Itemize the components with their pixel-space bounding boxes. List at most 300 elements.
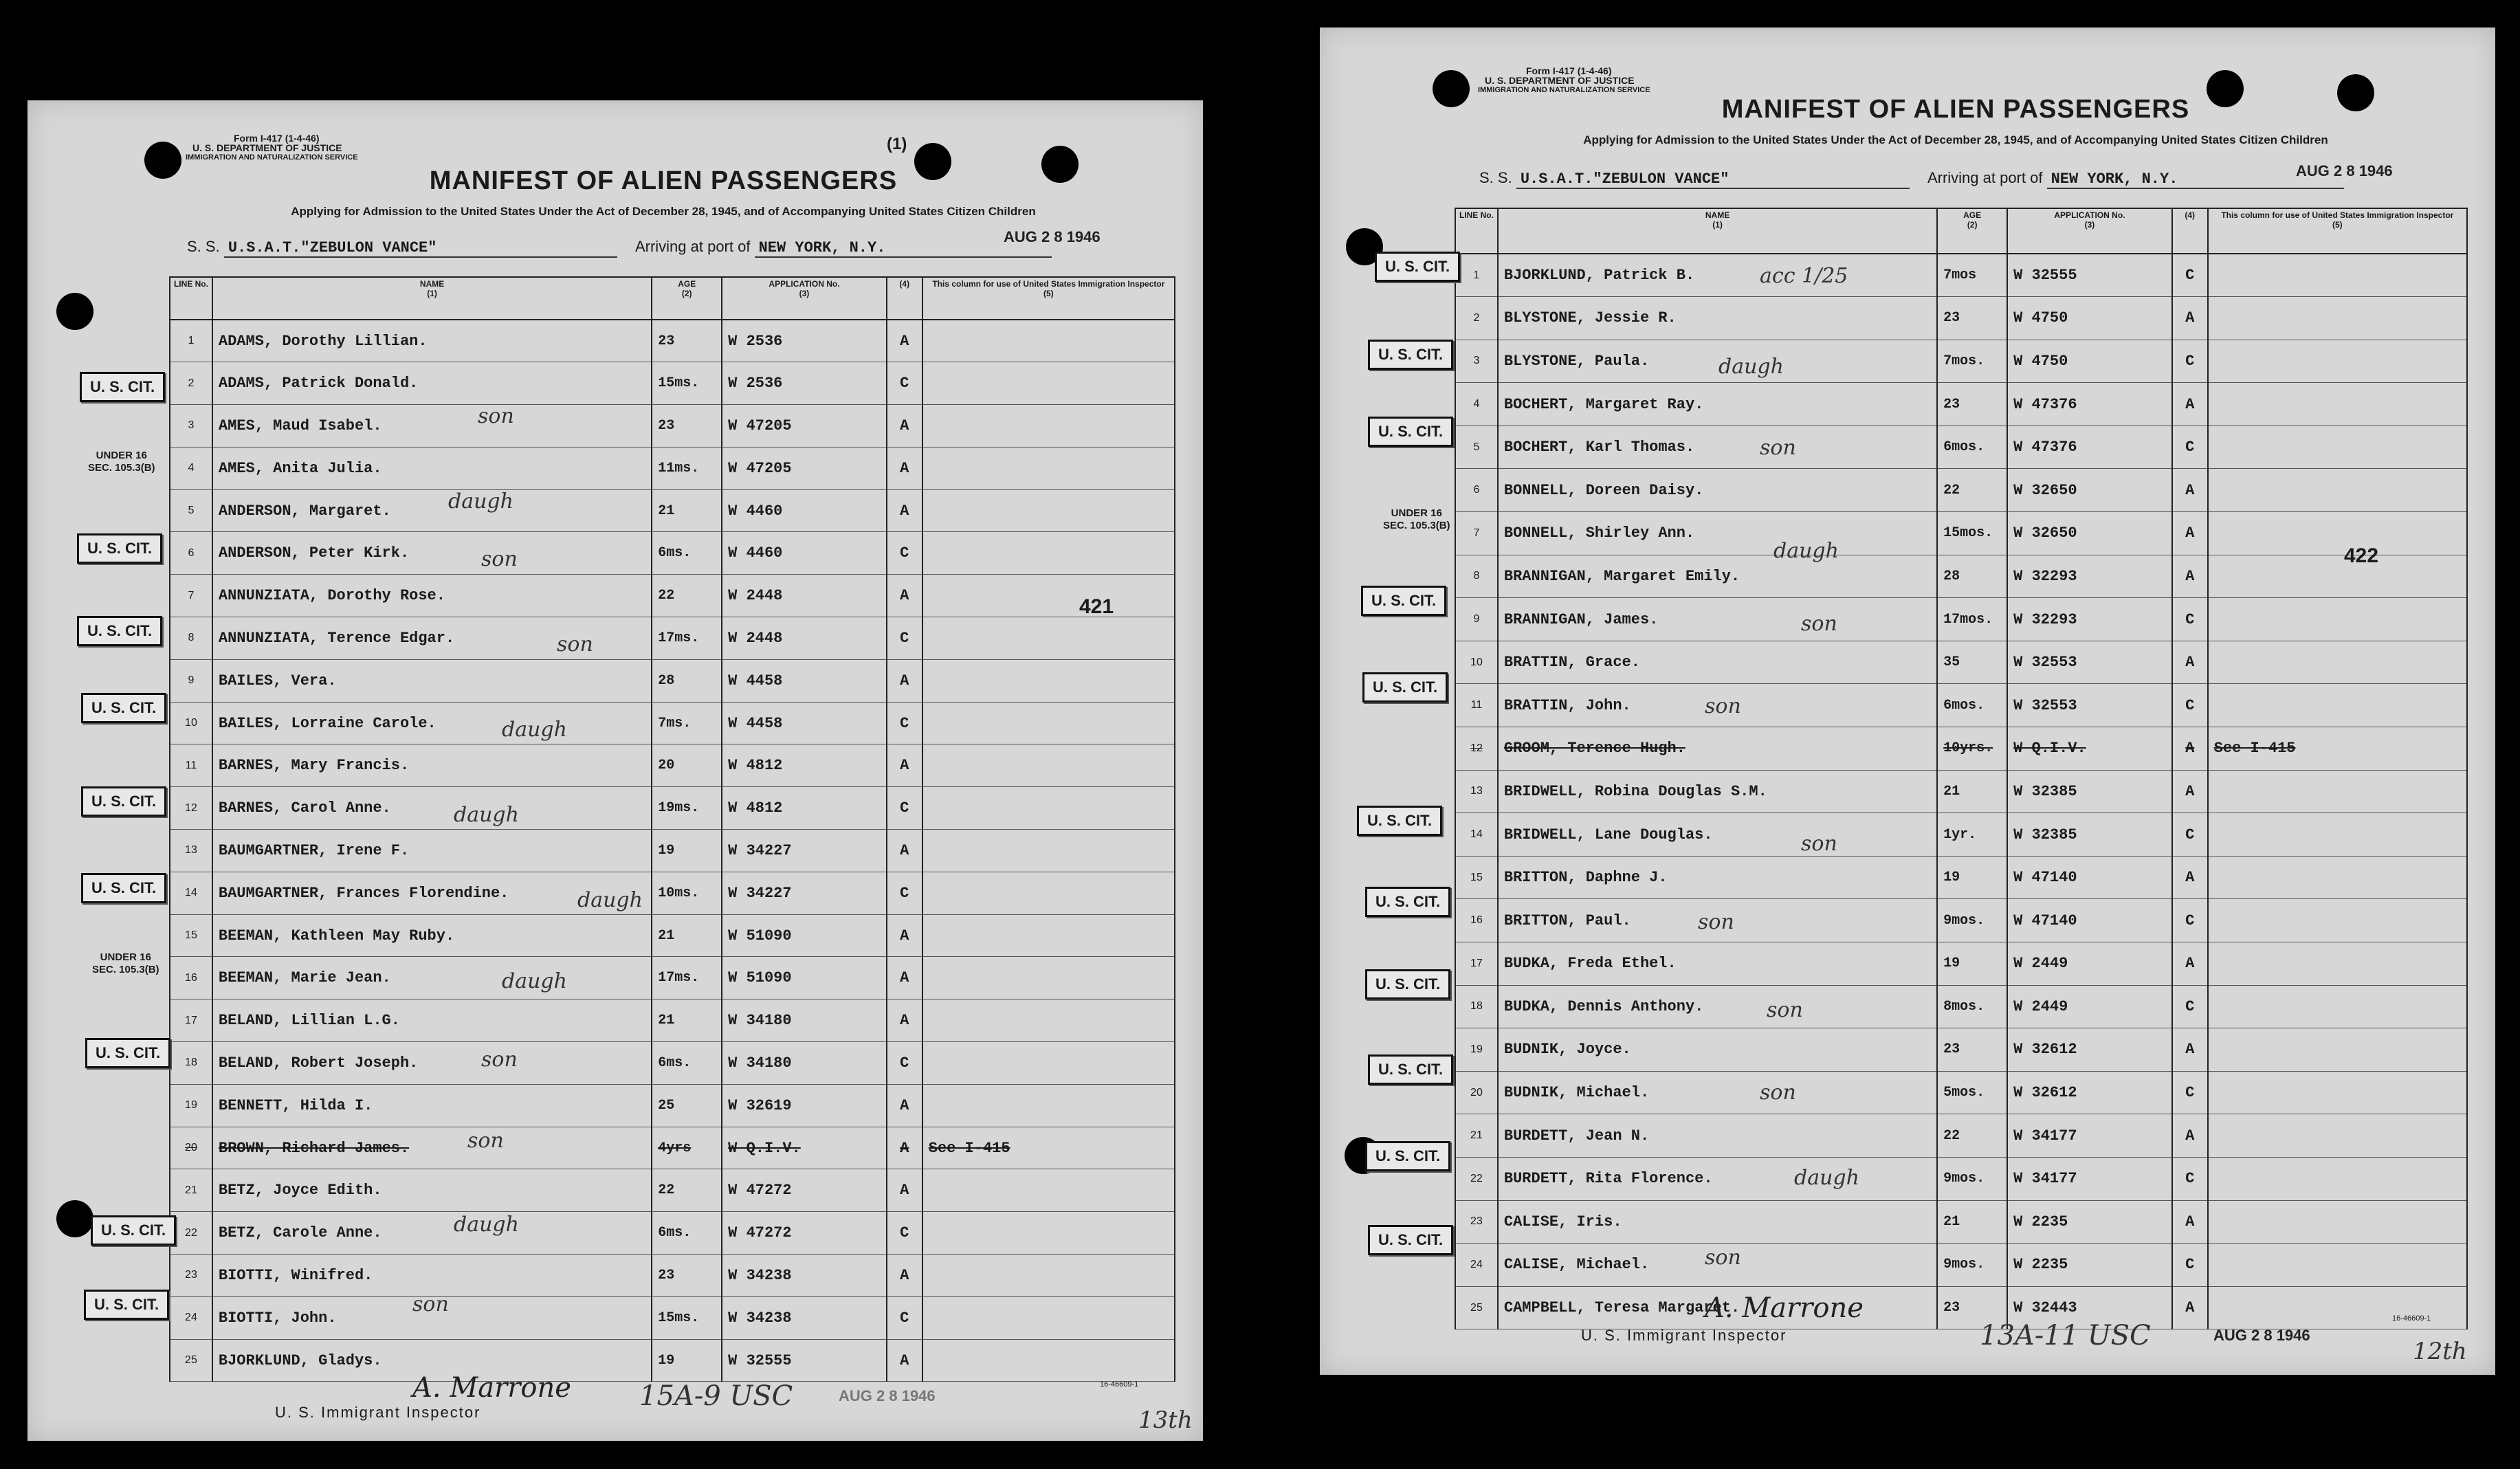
table-row: [1455, 1286, 2467, 1329]
line-number: 21: [1455, 1114, 1498, 1158]
ship-line: [1479, 169, 2344, 189]
application-number: W 4458: [722, 659, 887, 702]
line-number: 3: [170, 405, 212, 448]
application-number: W Q.I.V.: [2007, 727, 2172, 771]
passenger-name: BIOTTI, John.: [212, 1296, 652, 1339]
line-number: 1: [170, 320, 212, 362]
handwritten-note: daugh: [1718, 355, 1784, 379]
passenger-name: ANNUNZIATA, Terence Edgar.: [212, 617, 652, 660]
inspector-note: [922, 787, 1175, 830]
passenger-name: BUDNIK, Joyce.: [1498, 1028, 1937, 1072]
application-number: W 4812: [722, 744, 887, 787]
passenger-name: BROWN, Richard James.: [212, 1127, 652, 1169]
class-code: C: [2172, 598, 2208, 641]
class-code: C: [887, 617, 922, 660]
inspector-note: [922, 489, 1175, 532]
passenger-name: AMES, Anita Julia.: [212, 447, 652, 489]
us-citizen-stamp: U. S. CIT.: [81, 873, 166, 903]
inspector-note: [922, 957, 1175, 999]
us-citizen-stamp: U. S. CIT.: [85, 1038, 170, 1068]
passenger-name: BARNES, Carol Anne.: [212, 787, 652, 830]
line-number: 1: [1455, 254, 1498, 297]
inspector-note: [2208, 340, 2467, 383]
line-number: 15: [1455, 856, 1498, 899]
passenger-age: 6ms.: [652, 1212, 722, 1255]
table-row: [1455, 512, 2467, 555]
passenger-age: 23: [1937, 297, 2007, 340]
passenger-name: BARNES, Mary Francis.: [212, 744, 652, 787]
table-row: [170, 447, 1175, 489]
application-number: W 32293: [2007, 555, 2172, 598]
application-number: W 4812: [722, 787, 887, 830]
handwritten-note: son: [481, 1048, 518, 1072]
passenger-name: BLYSTONE, Paula.: [1498, 340, 1937, 383]
under16-stamp: UNDER 16 SEC. 105.3(B): [88, 450, 155, 474]
inspector-label: U. S. Immigrant Inspector: [1581, 1327, 1787, 1344]
inspector-note: See I-415: [2208, 727, 2467, 771]
inspector-note: [2208, 1028, 2467, 1072]
passenger-name: BAUMGARTNER, Frances Florendine.: [212, 872, 652, 914]
footer-date-stamp: AUG 2 8 1946: [839, 1387, 936, 1404]
line-number: 11: [170, 744, 212, 787]
application-number: W 32555: [722, 1339, 887, 1382]
inspector-note: [922, 1339, 1175, 1382]
inspector-note: [2208, 1286, 2467, 1329]
date-stamp: AUG 2 8 1946: [1004, 228, 1101, 245]
class-code: A: [2172, 555, 2208, 598]
form-code: 16-46609-1: [2392, 1314, 2431, 1323]
table-row: [1455, 770, 2467, 813]
passenger-name: BUDKA, Dennis Anthony.: [1498, 985, 1937, 1028]
inspector-note: [922, 1296, 1175, 1339]
handwritten-note: son: [557, 632, 593, 656]
passenger-name: BELAND, Lillian L.G.: [212, 999, 652, 1042]
line-number: 10: [170, 702, 212, 744]
application-number: W 32650: [2007, 512, 2172, 555]
table-row: [170, 1255, 1175, 1297]
class-code: C: [2172, 254, 2208, 297]
inspector-note: [922, 575, 1175, 617]
ship-name: U.S.A.T."ZEBULON VANCE": [224, 239, 617, 258]
passenger-age: 23: [652, 320, 722, 362]
passenger-name: BRIDWELL, Lane Douglas.: [1498, 813, 1937, 857]
line-number: 5: [1455, 426, 1498, 469]
department-name: U. S. DEPARTMENT OF JUSTICE: [192, 142, 342, 153]
application-number: W 47272: [722, 1212, 887, 1255]
handwritten-note: acc 1/25: [1760, 264, 1848, 288]
application-number: W 32553: [2007, 684, 2172, 727]
passenger-name: BETZ, Carole Anne.: [212, 1212, 652, 1255]
application-number: W 34177: [2007, 1157, 2172, 1200]
application-number: W 32385: [2007, 813, 2172, 857]
port-name: NEW YORK, N.Y.: [755, 239, 1052, 258]
passenger-name: BRANNIGAN, James.: [1498, 598, 1937, 641]
passenger-age: 15ms.: [652, 362, 722, 405]
class-code: A: [887, 914, 922, 957]
handwritten-note: son: [412, 1292, 449, 1316]
class-code: A: [2172, 1200, 2208, 1244]
inspector-signature: A. Marrone: [412, 1372, 571, 1404]
class-code: C: [2172, 426, 2208, 469]
application-number: W 2448: [722, 617, 887, 660]
class-code: A: [887, 320, 922, 362]
line-number: 20: [1455, 1071, 1498, 1114]
passenger-name: ADAMS, Dorothy Lillian.: [212, 320, 652, 362]
table-row: [170, 1084, 1175, 1127]
us-citizen-stamp: U. S. CIT.: [1368, 417, 1453, 447]
passenger-name: BONNELL, Doreen Daisy.: [1498, 469, 1937, 512]
form-code: 16-46609-1: [1100, 1380, 1139, 1389]
passenger-name: BELAND, Robert Joseph.: [212, 1042, 652, 1085]
line-number: 13: [170, 830, 212, 872]
passenger-name: BOCHERT, Margaret Ray.: [1498, 383, 1937, 426]
inspector-note: [922, 1084, 1175, 1127]
line-number: 6: [170, 532, 212, 575]
ship-name: U.S.A.T."ZEBULON VANCE": [1516, 170, 1910, 189]
inspector-note: [2208, 899, 2467, 942]
footer-date-stamp: AUG 2 8 1946: [2213, 1327, 2310, 1344]
passenger-age: 22: [652, 575, 722, 617]
application-number: W 32443: [2007, 1286, 2172, 1329]
line-number: 8: [170, 617, 212, 660]
manifest-title: MANIFEST OF ALIEN PASSENGERS: [429, 166, 898, 195]
line-number: 13: [1455, 770, 1498, 813]
table-row: [170, 872, 1175, 914]
passenger-age: 7ms.: [652, 702, 722, 744]
table-row: [170, 787, 1175, 830]
table-row: [170, 830, 1175, 872]
table-row: [1455, 1244, 2467, 1287]
us-citizen-stamp: U. S. CIT.: [91, 1215, 176, 1246]
inspector-batch-number: 422: [2344, 544, 2379, 567]
passenger-age: 19: [652, 830, 722, 872]
table-row: [1455, 856, 2467, 899]
table-row: [170, 1296, 1175, 1339]
line-number: 23: [1455, 1200, 1498, 1244]
passenger-age: 20: [652, 744, 722, 787]
passenger-name: BLYSTONE, Jessie R.: [1498, 297, 1937, 340]
table-row: [1455, 340, 2467, 383]
passenger-name: BONNELL, Shirley Ann.: [1498, 512, 1937, 555]
line-number: 17: [170, 999, 212, 1042]
class-code: A: [887, 1084, 922, 1127]
class-code: A: [887, 744, 922, 787]
class-code: C: [887, 362, 922, 405]
us-citizen-stamp: U. S. CIT.: [1375, 252, 1460, 282]
handwritten-note: daugh: [502, 969, 567, 993]
passenger-name: BETZ, Joyce Edith.: [212, 1169, 652, 1212]
class-code: A: [2172, 1114, 2208, 1158]
under16-stamp: UNDER 16 SEC. 105.3(B): [1383, 507, 1450, 531]
line-number: 12: [170, 787, 212, 830]
inspector-note: [2208, 426, 2467, 469]
inspector-note: [922, 999, 1175, 1042]
class-code: A: [887, 575, 922, 617]
table-row: [170, 957, 1175, 999]
class-code: A: [2172, 1286, 2208, 1329]
table-row: [170, 1212, 1175, 1255]
table-row: [1455, 1157, 2467, 1200]
inspector-note: [922, 872, 1175, 914]
application-number: W 2536: [722, 362, 887, 405]
application-number: W 34180: [722, 999, 887, 1042]
handwritten-note: son: [1705, 694, 1741, 718]
table-row: [1455, 641, 2467, 684]
application-number: W 47205: [722, 447, 887, 489]
class-code: C: [2172, 684, 2208, 727]
class-code: C: [887, 1212, 922, 1255]
application-number: W 32612: [2007, 1028, 2172, 1072]
passenger-age: 22: [1937, 1114, 2007, 1158]
passenger-age: 19ms.: [652, 787, 722, 830]
us-citizen-stamp: U. S. CIT.: [1365, 969, 1450, 999]
inspector-note: [2208, 383, 2467, 426]
inspector-note: See I-415: [922, 1127, 1175, 1169]
handwritten-note: son: [1705, 1246, 1741, 1270]
passenger-age: 15mos.: [1937, 512, 2007, 555]
passenger-name: AMES, Maud Isabel.: [212, 405, 652, 448]
port-name: NEW YORK, N.Y.: [2047, 170, 2344, 189]
passenger-age: 17mos.: [1937, 598, 2007, 641]
class-code: A: [2172, 297, 2208, 340]
inspector-note: [922, 1212, 1175, 1255]
table-row: [170, 405, 1175, 448]
passenger-age: 17ms.: [652, 957, 722, 999]
manifest-subtitle: Applying for Admission to the United States Under the Act of December 28, 1945, and of Accompanying United States Citizen Children: [291, 205, 1036, 218]
passenger-name: BIOTTI, Winifred.: [212, 1255, 652, 1297]
line-number: 2: [170, 362, 212, 405]
application-number: W 2449: [2007, 985, 2172, 1028]
application-number: W 51090: [722, 957, 887, 999]
handwritten-note: son: [467, 1129, 504, 1153]
sheet-mark: (1): [887, 135, 907, 153]
handwritten-note: daugh: [454, 803, 519, 827]
inspector-batch-number: 421: [1079, 595, 1114, 618]
manifest-sheet-left: [27, 100, 1203, 1441]
line-number: 22: [170, 1212, 212, 1255]
handwritten-note: son: [1767, 998, 1803, 1022]
table-row: [1455, 254, 2467, 297]
passenger-age: 17ms.: [652, 617, 722, 660]
passenger-age: 21: [652, 489, 722, 532]
application-number: W 4750: [2007, 340, 2172, 383]
inspector-note: [2208, 1200, 2467, 1244]
passenger-name: ANDERSON, Margaret.: [212, 489, 652, 532]
application-number: W 51090: [722, 914, 887, 957]
line-number: 21: [170, 1169, 212, 1212]
line-number: 4: [1455, 383, 1498, 426]
passenger-age: 25: [652, 1084, 722, 1127]
passenger-age: 21: [652, 999, 722, 1042]
us-citizen-stamp: U. S. CIT.: [81, 786, 166, 817]
passenger-age: 22: [652, 1169, 722, 1212]
inspector-note: [2208, 1114, 2467, 1158]
application-number: W 4460: [722, 532, 887, 575]
line-number: 9: [170, 659, 212, 702]
line-number: 15: [170, 914, 212, 957]
application-number: W 32612: [2007, 1071, 2172, 1114]
passenger-age: 6mos.: [1937, 426, 2007, 469]
passenger-name: BENNETT, Hilda I.: [212, 1084, 652, 1127]
table-row: [1455, 1114, 2467, 1158]
class-code: C: [887, 787, 922, 830]
inspector-note: [922, 830, 1175, 872]
passenger-age: 15ms.: [652, 1296, 722, 1339]
inspector-note: [922, 1042, 1175, 1085]
class-code: A: [887, 1169, 922, 1212]
table-row: [170, 914, 1175, 957]
class-code: C: [887, 1042, 922, 1085]
under16-stamp: UNDER 16 SEC. 105.3(B): [92, 951, 159, 975]
passenger-age: 21: [1937, 770, 2007, 813]
inspector-note: [2208, 1071, 2467, 1114]
manifest-title: MANIFEST OF ALIEN PASSENGERS: [1721, 95, 2190, 124]
passenger-name: BRITTON, Daphne J.: [1498, 856, 1937, 899]
application-number: W 47205: [722, 405, 887, 448]
line-number: 24: [1455, 1244, 1498, 1287]
passenger-age: 10ms.: [652, 872, 722, 914]
punch-hole: [56, 1200, 93, 1237]
application-number: W 34238: [722, 1255, 887, 1297]
class-code: C: [887, 872, 922, 914]
application-number: W 34227: [722, 830, 887, 872]
class-code: C: [887, 702, 922, 744]
inspector-header: This column for use of United States Immigration Inspector (5): [2208, 208, 2467, 254]
passenger-age: 19: [652, 1339, 722, 1382]
ship-line: [187, 238, 1052, 258]
passenger-name: BURDETT, Jean N.: [1498, 1114, 1937, 1158]
passenger-age: 19: [1937, 942, 2007, 986]
us-citizen-stamp: U. S. CIT.: [1368, 1054, 1453, 1085]
line-number: 14: [1455, 813, 1498, 857]
handwritten-note: son: [1760, 1081, 1796, 1105]
line-number: 10: [1455, 641, 1498, 684]
passenger-name: BAILES, Lorraine Carole.: [212, 702, 652, 744]
line-no-header: LINE No.: [1455, 208, 1498, 254]
count-note: 15A-9 USC: [639, 1380, 793, 1412]
age-header: AGE (2): [1937, 208, 2007, 254]
passenger-age: 19: [1937, 856, 2007, 899]
class-code: A: [2172, 856, 2208, 899]
table-row: [1455, 555, 2467, 598]
us-citizen-stamp: U. S. CIT.: [77, 533, 162, 564]
application-number: W 32293: [2007, 598, 2172, 641]
line-number: 20: [170, 1127, 212, 1169]
application-number: W 34238: [722, 1296, 887, 1339]
line-number: 7: [1455, 512, 1498, 555]
line-number: 16: [170, 957, 212, 999]
class-code: A: [887, 1127, 922, 1169]
inspector-note: [2208, 813, 2467, 857]
inspector-label: U. S. Immigrant Inspector: [275, 1404, 481, 1421]
punch-hole: [56, 293, 93, 330]
passenger-name: BRIDWELL, Robina Douglas S.M.: [1498, 770, 1937, 813]
us-citizen-stamp: U. S. CIT.: [1362, 672, 1448, 703]
inspector-note: [922, 1169, 1175, 1212]
passenger-name: BRATTIN, John.: [1498, 684, 1937, 727]
inspector-note: [2208, 1157, 2467, 1200]
table-row: [170, 744, 1175, 787]
passenger-age: 28: [652, 659, 722, 702]
line-number: 3: [1455, 340, 1498, 383]
table-row: [170, 1127, 1175, 1169]
passenger-name: GROOM, Terence Hugh.: [1498, 727, 1937, 771]
line-number: 17: [1455, 942, 1498, 986]
us-citizen-stamp: U. S. CIT.: [81, 693, 166, 723]
application-header: APPLICATION No. (3): [722, 277, 887, 320]
passenger-age: 9mos.: [1937, 899, 2007, 942]
us-citizen-stamp: U. S. CIT.: [1357, 806, 1442, 836]
passenger-name: BOCHERT, Karl Thomas.: [1498, 426, 1937, 469]
us-citizen-stamp: U. S. CIT.: [84, 1290, 169, 1320]
inspector-note: [2208, 555, 2467, 598]
passenger-age: 11ms.: [652, 447, 722, 489]
line-number: 2: [1455, 297, 1498, 340]
service-name: IMMIGRATION AND NATURALIZATION SERVICE: [186, 153, 358, 162]
handwritten-note: daugh: [448, 489, 513, 513]
table-row: [1455, 469, 2467, 512]
class-code: C: [887, 1296, 922, 1339]
manifest-subtitle: Applying for Admission to the United States Under the Act of December 28, 1945, and of Accompanying United States Citizen Children: [1583, 133, 2328, 146]
line-number: 22: [1455, 1157, 1498, 1200]
line-number: 7: [170, 575, 212, 617]
class-code: A: [2172, 770, 2208, 813]
passenger-name: BJORKLUND, Gladys.: [212, 1339, 652, 1382]
table-row: [1455, 383, 2467, 426]
class-code: A: [2172, 512, 2208, 555]
inspector-note: [2208, 254, 2467, 297]
handwritten-note: daugh: [502, 718, 567, 742]
line-number: 14: [170, 872, 212, 914]
table-row: [170, 999, 1175, 1042]
application-number: W 47140: [2007, 899, 2172, 942]
inspector-note: [922, 532, 1175, 575]
passenger-name: BJORKLUND, Patrick B.: [1498, 254, 1937, 297]
inspector-note: [2208, 770, 2467, 813]
inspector-note: [922, 320, 1175, 362]
class-code: C: [2172, 813, 2208, 857]
class-code: A: [887, 830, 922, 872]
form-number: Form I-417 (1-4-46): [234, 133, 320, 144]
passenger-age: 4yrs: [652, 1127, 722, 1169]
line-number: 24: [170, 1296, 212, 1339]
application-number: W 47272: [722, 1169, 887, 1212]
table-row: [170, 1339, 1175, 1382]
arriving-label: Arriving at port of: [634, 238, 751, 255]
handwritten-note: son: [1698, 910, 1734, 934]
class-code: C: [2172, 899, 2208, 942]
table-row: [1455, 598, 2467, 641]
inspector-note: [922, 447, 1175, 489]
application-number: W 47140: [2007, 856, 2172, 899]
table-row: [170, 617, 1175, 660]
inspector-note: [2208, 469, 2467, 512]
class-code: A: [887, 447, 922, 489]
corner-note: 13th: [1138, 1406, 1193, 1434]
passenger-age: 1yr.: [1937, 813, 2007, 857]
application-number: W 34227: [722, 872, 887, 914]
inspector-note: [922, 744, 1175, 787]
application-number: W 2536: [722, 320, 887, 362]
line-number: 12: [1455, 727, 1498, 771]
class-code: C: [2172, 985, 2208, 1028]
class-code: A: [2172, 727, 2208, 771]
table-row: [170, 489, 1175, 532]
passenger-age: 5mos.: [1937, 1071, 2007, 1114]
passenger-age: 23: [1937, 1286, 2007, 1329]
table-row: [170, 575, 1175, 617]
passenger-name: BURDETT, Rita Florence.: [1498, 1157, 1937, 1200]
